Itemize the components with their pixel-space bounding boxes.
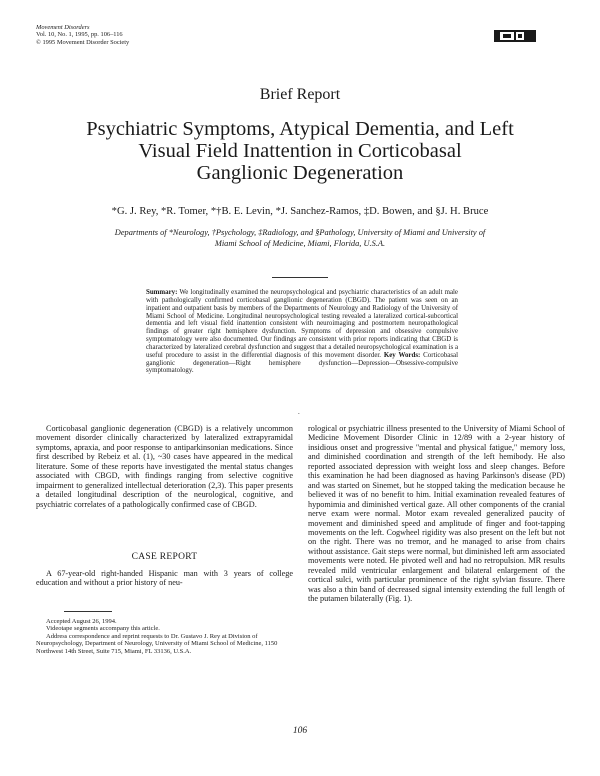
affiliation-line-2: Miami School of Medicine, Miami, Florida, U.S.A. <box>214 238 386 248</box>
title-divider <box>272 277 328 278</box>
journal-volume: Vol. 10, No. 1, 1995, pp. 106–116 <box>36 31 123 39</box>
title-line-2: Visual Field Inattention in Corticobasal <box>138 140 462 162</box>
abstract-end-mark: . <box>298 408 300 416</box>
keywords-label: Key Words: <box>383 351 421 359</box>
abstract-label: Summary: <box>146 289 178 296</box>
affiliation-line-1: Departments of *Neurology, †Psychology, ‡Radiology, and §Pathology, University of Miami and University of <box>114 228 486 237</box>
journal-header <box>36 24 129 46</box>
title-line-3: Ganglionic Degeneration <box>196 162 404 184</box>
author-list: *G. J. Rey, *R. Tomer, *†B. E. Levin, *J. Sanchez-Ramos, ‡D. Bowen, and §J. H. Bruce <box>111 206 489 217</box>
section-label: Brief Report <box>259 86 341 103</box>
footnote-divider <box>64 611 112 612</box>
article-title <box>60 118 540 184</box>
footnote-address: Address correspondence and reprint requests to Dr. Gustavo J. Rey at Division of Neuropsychology, Department of Neurology, University of Miami School of Medicine, 1150 Northwest 14th Street, Suite 715, Miami, FL 33136, U.S.A. <box>36 632 278 655</box>
case-report-text: A 67-year-old right-handed Hispanic man with 3 years of college education and without a prior history of neu- <box>36 569 293 588</box>
affiliations <box>58 228 542 249</box>
journal-copyright: © 1995 Movement Disorder Society <box>36 38 130 46</box>
keywords-text: Corticobasal ganglionic degeneration—Right hemisphere dysfunction—Depression—Obsessive-compulsive symptomatology. <box>146 351 458 375</box>
case-report-heading: CASE REPORT <box>131 552 198 562</box>
publisher-logo-icon <box>494 30 536 42</box>
right-column <box>308 424 565 604</box>
case-report-paragraph <box>36 569 293 588</box>
journal-name: Movement Disorders <box>36 24 90 31</box>
intro-paragraph <box>36 424 293 509</box>
abstract-text: We longitudinally examined the neuropsychological and psychiatric characteristics of an adult male with pathologically confirmed corticobasal ganglionic degeneration (CBGD). The patient was seen on an inpatient and outpatient basis by members of the Departments of Neurology and Radiology of the University of Miami School of Medicine. Longitudinal neuropsychological testing revealed a lateralized cortical-subcortical dementia and left visual field inattention consistent with neuroimaging and postmortem neuropathological findings of greater right hemisphere dysfunction. Symptoms of depression and obsessive compulsive symptomatology were also documented. Our findings are consistent with prior reports indicating that CBGD is characterized by lateralized cerebral dysfunction and suggest that a detailed neuropsychological examination is a useful procedure to assist in the differential diagnosis of this movement disorder. <box>146 289 458 359</box>
footnote-accepted: Accepted August 26, 1994. <box>46 618 117 625</box>
right-column-text: rological or psychiatric illness presented to the University of Miami School of Medicine Movement Disorder Clinic in 12/89 with a 2-year history of insidious onset and progressive "mental and physical fatigue," memory loss, and diminished coordination and strength of the left hemibody. He also reported associated depression with weight loss and sleep changes. Before this examination he had been diagnosed as having Parkinson's disease (PD) and was started on Sinemet, but he stopped taking the medication because he believed it was of no benefit to him. Initial examination revealed features of hypomimia and diminished vertical gaze. All other components of the cranial nerve exam were normal. Motor exam revealed generalized paucity of movement and diminished speed and amplitude of finger and foot-tapping movements on the left. Cogwheel rigidity was also present on the left but not on the right. There was no tremor, and he managed to arise from chairs without assistance. Gait steps were normal, but diminished left arm associated movements were noted. He pivoted well and had no retropulsion. MR results revealed mild ventricular enlargement and bilateral enlargement of the cortical sulci, with particular prominence of the right sylvian fissure. There was also a thin band of decreased signal intensity extending the full length of the putamen bilaterally (Fig. 1). <box>308 424 565 604</box>
abstract <box>146 289 458 375</box>
intro-text: Corticobasal ganglionic degeneration (CBGD) is a relatively uncommon movement disorder clinically characterized by lateralized extrapyramidal symptoms, apraxia, and poor response to antiparkinsonian medications. Since first described by Rebeiz et al. (1), ~30 cases have appeared in the medical literature. Some of these reports have investigated the mental status changes associated with CBGD, with findings ranging from selective cognitive impairment to generalized intellectual deterioration (2,3). This paper presents a detailed longitudinal description of the neurological, cognitive, and psychiatric correlates of a pathologically confirmed case of CBGD. <box>36 424 293 509</box>
footnote-video: Videotape segments accompany this article. <box>46 625 160 633</box>
footnotes <box>36 618 293 655</box>
title-line-1: Psychiatric Symptoms, Atypical Dementia, and Left <box>86 118 514 140</box>
page-number: 106 <box>292 726 308 736</box>
